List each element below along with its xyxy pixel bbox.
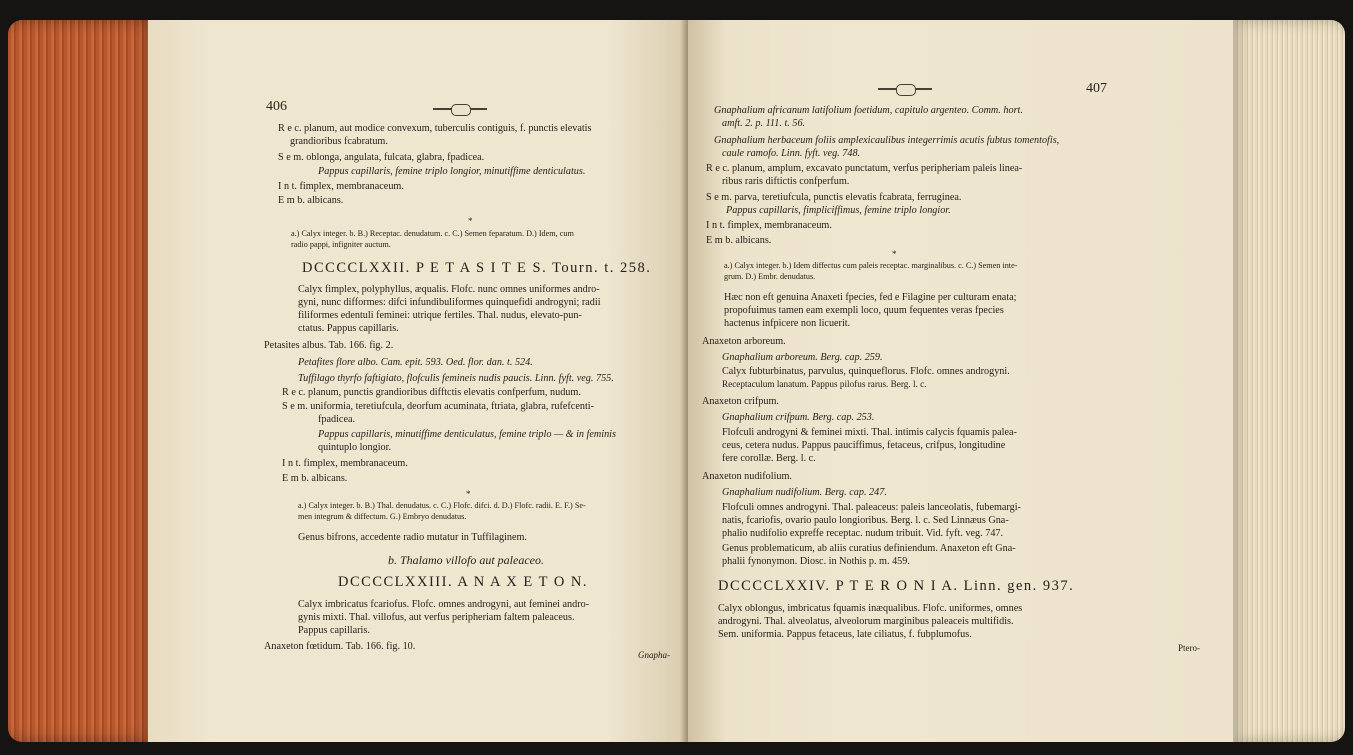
book-edge-right [1230,20,1345,742]
text-line: Genus problematicum, ab aliis curatius definiendum. Anaxeton eft Gna- [722,543,1016,554]
text-line: Petafites flore albo. Cam. epit. 593. Oed. flor. dan. t. 524. [298,357,533,368]
text-line: Genus bifrons, accedente radio mutatur in Tuffilaginem. [298,532,527,543]
text-line: Gnaphalium arboreum. Berg. cap. 259. [722,352,883,363]
text-line: phalii fynonymon. Diosc. in Nothis p. m. 459. [722,556,910,567]
text-line: propofuimus tamen eam exempli loco, quum fequentes veras fpecies [724,305,1004,316]
right-page [688,20,1233,742]
catchword: Ptero- [1178,643,1200,653]
text-line: E m b. albicans. [706,235,772,246]
subsection-heading: b. Thalamo villofo aut paleaceo. [388,553,544,567]
text-line: Pappus capillaris, femine triplo longior, minutiffime denticulatus. [318,166,586,177]
species-heading: Anaxeton fœtidum. Tab. 166. fig. 10. [264,641,416,652]
star-mark: * [892,249,897,259]
text-line: Pappus capillaris. [298,625,370,636]
species-heading: Anaxeton nudifolium. [702,471,792,482]
species-heading: Anaxeton crifpum. [702,396,779,407]
text-line: Calyx oblongus, imbricatus fquamis inæqualibus. Flofc. uniformes, omnes [718,603,1023,614]
text-line: S e m. parva, teretiufcula, punctis elevatis fcabrata, ferruginea. [706,192,962,203]
text-line: E m b. albicans. [282,473,348,484]
text-line: Calyx imbricatus fcariofus. Flofc. omnes androgyni, aut feminei andro- [298,599,590,610]
text-line: Pappus capillaris, minutiffime denticulatus, femine triplo — & in feminis [318,429,616,440]
section-heading: DCCCCLXXIII. A N A X E T O N. [338,574,589,590]
text-line: R e c. planum, amplum, excavato punctatum, verfus peripheriam paleis linea- [706,163,1023,174]
species-heading: Petasites albus. Tab. 166. fig. 2. [264,340,394,351]
text-line: Flofculi omnes androgyni. Thal. paleaceus: paleis lanceolatis, fubemargi- [722,502,1021,513]
header-ornament-left [433,104,487,114]
section-heading: DCCCCLXXIV. P T E R O N I A. Linn. gen. 937. [718,578,1075,594]
text-line: Gnaphalium crifpum. Berg. cap. 253. [722,412,875,423]
left-page [148,20,688,742]
caption-line: a.) Calyx integer. b. B.) Receptac. denudatum. c. C.) Semen feparatum. D.) Idem, cum [291,229,574,238]
open-book [8,14,1345,747]
text-line: Sem. uniformia. Pappus fetaceus, late ciliatus, f. fubplumofus. [718,629,972,640]
text-line: S e m. oblonga, angulata, fulcata, glabra, fpadicea. [278,152,485,163]
text-line: phalio nudifolio expreffe receptac. nudum tribuit. Vid. fyft. veg. 747. [722,528,1004,539]
text-line: E m b. albicans. [278,195,344,206]
star-mark: * [466,489,471,499]
text-line: hactenus infpicere non licuerit. [724,318,851,329]
text-line: Calyx fubturbinatus, parvulus, quinqueflorus. Flofc. omnes androgyni. [722,366,1010,377]
text-line: filiformes edentuli feminei: utrique fertiles. Thal. nudus, elevato-pun- [298,310,582,321]
text-line: amft. 2. p. 111. t. 56. [722,118,806,129]
text-line: ctatus. Pappus capillaris. [298,323,399,334]
star-mark: * [468,216,473,226]
text-line: Pappus capillaris, fimpliciffimus, femine triplo longior. [726,205,951,216]
text-line: Gnaphalium nudifolium. Berg. cap. 247. [722,487,887,498]
section-heading: DCCCCLXXII. P E T A S I T E S. Tourn. t. 258. [302,260,652,276]
text-line: natis, fcariofis, ovario paulo longioribus. Berg. l. c. Sed Linnæus Gna- [722,515,1009,526]
text-line: I n t. fimplex, membranaceum. [278,181,404,192]
text-line: I n t. fimplex, membranaceum. [282,458,408,469]
page-number-left: 406 [266,99,287,114]
text-line: Hæc non eft genuina Anaxeti fpecies, fed e Filagine per culturam enata; [724,292,1017,303]
text-line: fpadicea. [318,414,356,425]
text-line: Gnaphalium africanum latifolium foetidum, capitulo argenteo. Comm. hort. [714,105,1023,116]
caption-line: a.) Calyx integer. b.) Idem diffectus cum paleis receptac. marginalibus. c. C.) Semen inte- [724,261,1018,270]
text-line: androgyni. Thal. alveolatus, alveolorum marginibus paleaceis multifidis. [718,616,1014,627]
caption-line: men integrum & diffectum. G.) Embryo denudatus. [298,512,467,521]
text-line: R e c. planum, punctis grandioribus difftctis elevatis confperfum, nudum. [282,387,581,398]
caption-line: grum. D.) Embr. denudatus. [724,272,816,281]
text-line: fere corollæ. Berg. l. c. [722,453,816,464]
caption-line: a.) Calyx integer. b. B.) Thal. denudatus. c. C.) Flofc. difci. d. D.) Flofc. radii. E. F.) Se- [298,501,586,510]
text-line: quintuplo longior. [318,442,392,453]
catchword: Gnapha- [638,650,670,660]
text-line: Flofculi androgyni & feminei mixti. Thal. intimis calycis fquamis palea- [722,427,1017,438]
header-ornament-right [878,84,932,94]
text-line: gynis mixti. Thal. villofus, aut verfus peripheriam faltem paleaceus. [298,612,575,623]
text-line: ceus, cetera nudus. Pappus pauciffimus, fetaceus, crifpus, longitudine [722,440,1006,451]
text-line: Tuffilago thyrfo faftigiato, flofculis femineis nudis paucis. Linn. fyft. veg. 755. [298,373,614,384]
text-line: Receptaculum lanatum. Pappus pilofus rarus. Berg. l. c. [722,379,927,389]
caption-line: radio pappi, infigniter auctum. [291,240,391,249]
page-number-right: 407 [1086,81,1107,96]
text-line: S e m. uniformia, teretiufcula, deorfum acuminata, ftriata, glabra, rufefcenti- [282,401,594,412]
text-line: grandioribus fcabratum. [290,136,388,147]
text-line: Calyx fimplex, polyphyllus, æqualis. Flofc. nunc omnes uniformes andro- [298,284,600,295]
text-line: I n t. fimplex, membranaceum. [706,220,832,231]
book-edge-left [8,20,158,742]
text-line: gyni, nunc difformes: difci infundibuliformes quinquefidi androgyni; radii [298,297,601,308]
text-line: R e c. planum, aut modice convexum, tuberculis contiguis, f. punctis elevatis [278,123,592,134]
text-line: ribus raris diftictis confperfum. [722,176,850,187]
text-line: caule ramofo. Linn. fyft. veg. 748. [722,148,861,159]
text-line: Gnaphalium herbaceum foliis amplexicaulibus integerrimis acutis fubtus tomentofis, [714,135,1060,146]
species-heading: Anaxeton arboreum. [702,336,786,347]
